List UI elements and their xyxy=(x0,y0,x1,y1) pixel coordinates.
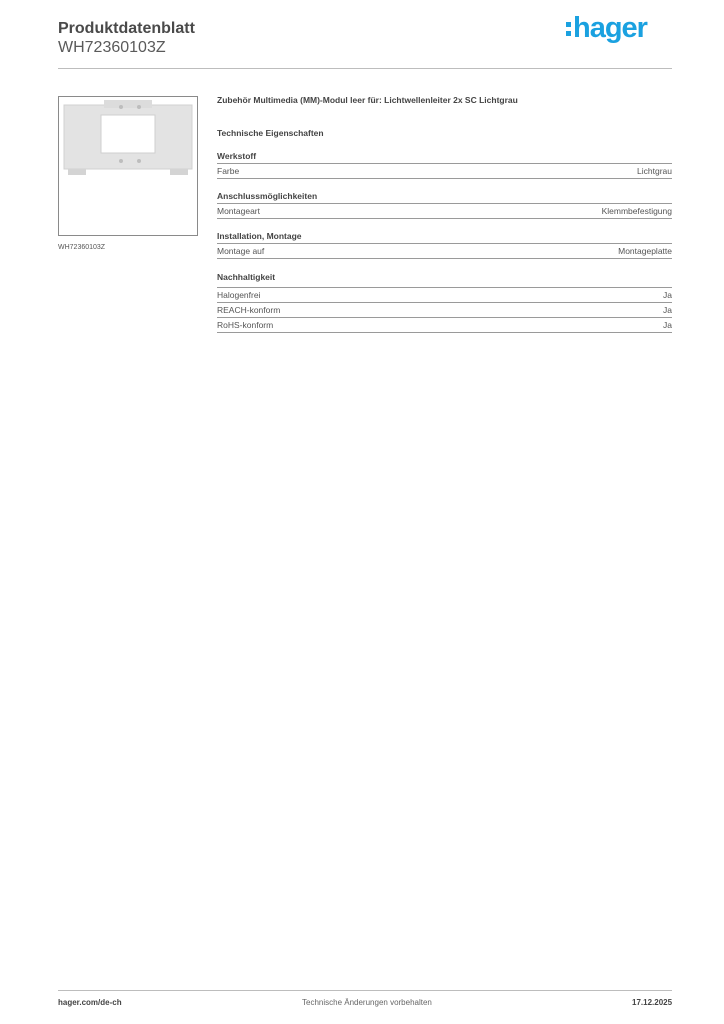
spec-value: Klemmbefestigung xyxy=(601,206,672,216)
spec-row xyxy=(217,164,672,179)
spec-label: Farbe xyxy=(217,166,240,176)
tech-heading: Technische Eigenschaften xyxy=(217,128,324,138)
image-caption: WH72360103Z xyxy=(58,244,106,251)
section-heading: Nachhaltigkeit xyxy=(217,272,276,282)
spec-label: REACH-konform xyxy=(217,305,281,315)
article-number: WH72360103Z xyxy=(58,39,166,56)
section-heading: Anschlussmöglichkeiten xyxy=(217,191,672,204)
spec-row xyxy=(217,244,672,259)
section-heading: Installation, Montage xyxy=(217,231,672,244)
footer-notice: Technische Änderungen vorbehalten xyxy=(302,998,432,1007)
product-module-image xyxy=(59,97,197,235)
footer-date: 17.12.2025 xyxy=(632,998,673,1007)
footer-divider xyxy=(58,990,672,991)
spec-label: Montageart xyxy=(217,206,260,216)
section-heading: Werkstoff xyxy=(217,151,672,164)
spec-value: Ja xyxy=(663,305,672,315)
spec-label: Montage auf xyxy=(217,246,265,256)
footer-website-link[interactable]: hager.com/de-ch xyxy=(58,998,122,1007)
spec-label: Halogenfrei xyxy=(217,290,261,300)
spec-value: Montageplatte xyxy=(618,246,672,256)
spec-value: Ja xyxy=(663,290,672,300)
spec-row xyxy=(217,287,672,303)
page-title: Produktdatenblatt xyxy=(58,20,195,37)
header-divider xyxy=(58,68,672,69)
spec-label: RoHS-konform xyxy=(217,320,274,330)
product-title: Zubehör Multimedia (MM)-Modul leer für: Lichtwellenleiter 2x SC Lichtgrau xyxy=(217,95,518,105)
hager-logo xyxy=(566,12,647,45)
logo-text: hager xyxy=(573,12,647,44)
logo-colon-icon xyxy=(566,18,572,40)
spec-row xyxy=(217,303,672,318)
spec-row xyxy=(217,204,672,219)
product-details xyxy=(217,95,672,333)
spec-value: Lichtgrau xyxy=(637,166,672,176)
spec-row xyxy=(217,318,672,333)
product-image-frame xyxy=(58,96,198,236)
spec-value: Ja xyxy=(663,320,672,330)
